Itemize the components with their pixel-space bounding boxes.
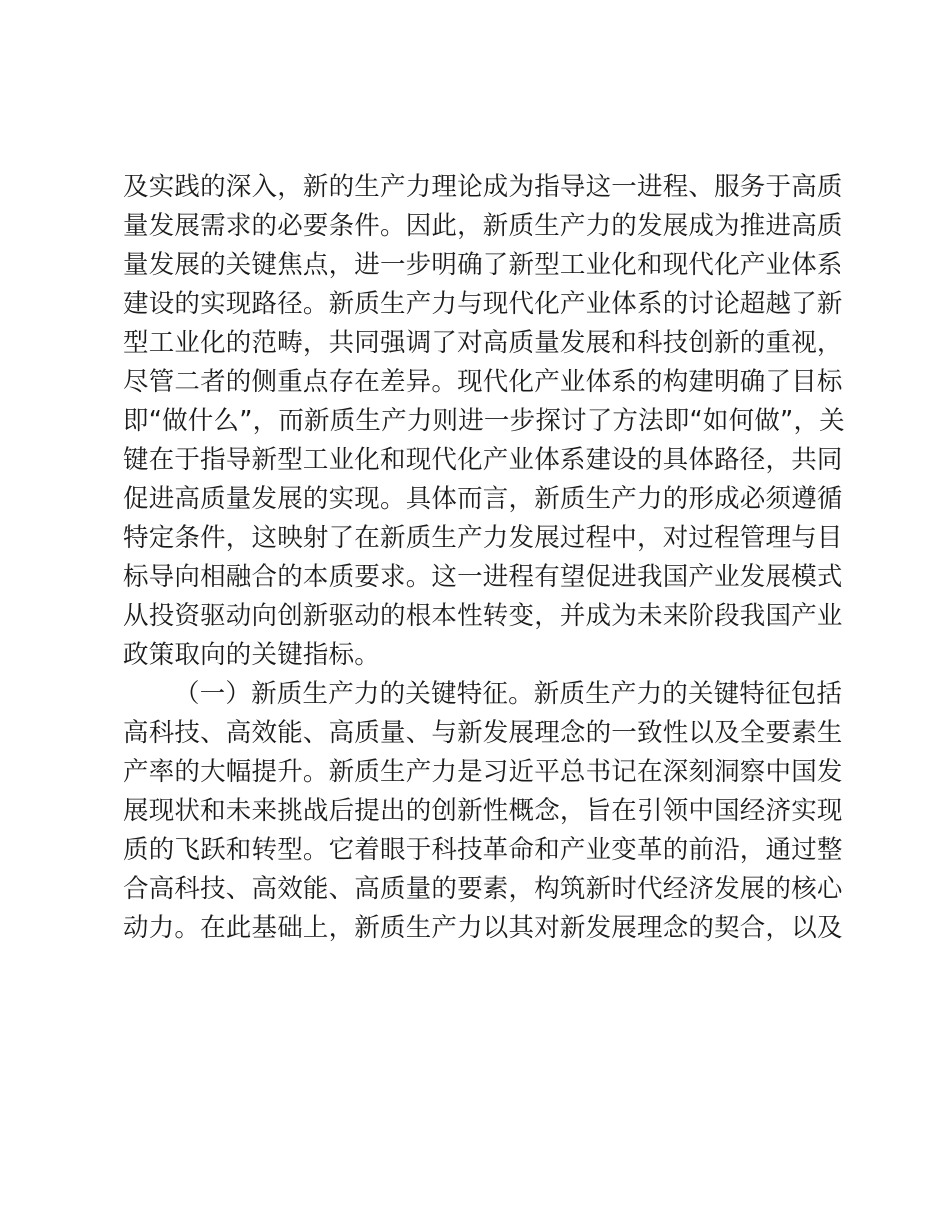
text-line: 即“做什么”，而新质生产力则进一步探讨了方法即“如何做”，关 (123, 406, 845, 436)
text-line: 高科技、高效能、高质量、与新发展理念的一致性以及全要素生 (123, 718, 843, 748)
text-line: 产率的大幅提升。新质生产力是习近平总书记在深刻洞察中国发 (123, 757, 843, 787)
text-line: 量发展的关键焦点，进一步明确了新型工业化和现代化产业体系 (123, 250, 843, 280)
text-line: 键在于指导新型工业化和现代化产业体系建设的具体路径，共同 (123, 445, 843, 475)
text-line: 型工业化的范畴，共同强调了对高质量发展和科技创新的重视， (123, 328, 843, 358)
text-line: 标导向相融合的本质要求。这一进程有望促进我国产业发展模式 (123, 562, 843, 592)
text-line: 合高科技、高效能、高质量的要素，构筑新时代经济发展的核心 (123, 874, 843, 904)
text-line: （一）新质生产力的关键特征。新质生产力的关键特征包括 (174, 679, 843, 709)
text-line: 质的飞跃和转型。它着眼于科技革命和产业变革的前沿，通过整 (123, 835, 843, 865)
text-line: 建设的实现路径。新质生产力与现代化产业体系的讨论超越了新 (123, 289, 843, 319)
text-line: 尽管二者的侧重点存在差异。现代化产业体系的构建明确了目标 (123, 367, 843, 397)
paragraph-1 (123, 168, 845, 675)
text-line: 展现状和未来挑战后提出的创新性概念，旨在引领中国经济实现 (123, 796, 843, 826)
text-line: 政策取向的关键指标。 (123, 640, 381, 670)
text-line: 动力。在此基础上，新质生产力以其对新发展理念的契合，以及 (123, 913, 843, 943)
text-line: 特定条件，这映射了在新质生产力发展过程中，对过程管理与目 (123, 523, 843, 553)
text-line: 量发展需求的必要条件。因此，新质生产力的发展成为推进高质 (123, 211, 843, 241)
paragraph-2 (123, 675, 843, 948)
text-line: 及实践的深入，新的生产力理论成为指导这一进程、服务于高质 (123, 172, 843, 202)
text-line: 从投资驱动向创新驱动的根本性转变，并成为未来阶段我国产业 (123, 601, 843, 631)
text-line: 促进高质量发展的实现。具体而言，新质生产力的形成必须遵循 (123, 484, 843, 514)
body-text (123, 168, 845, 948)
